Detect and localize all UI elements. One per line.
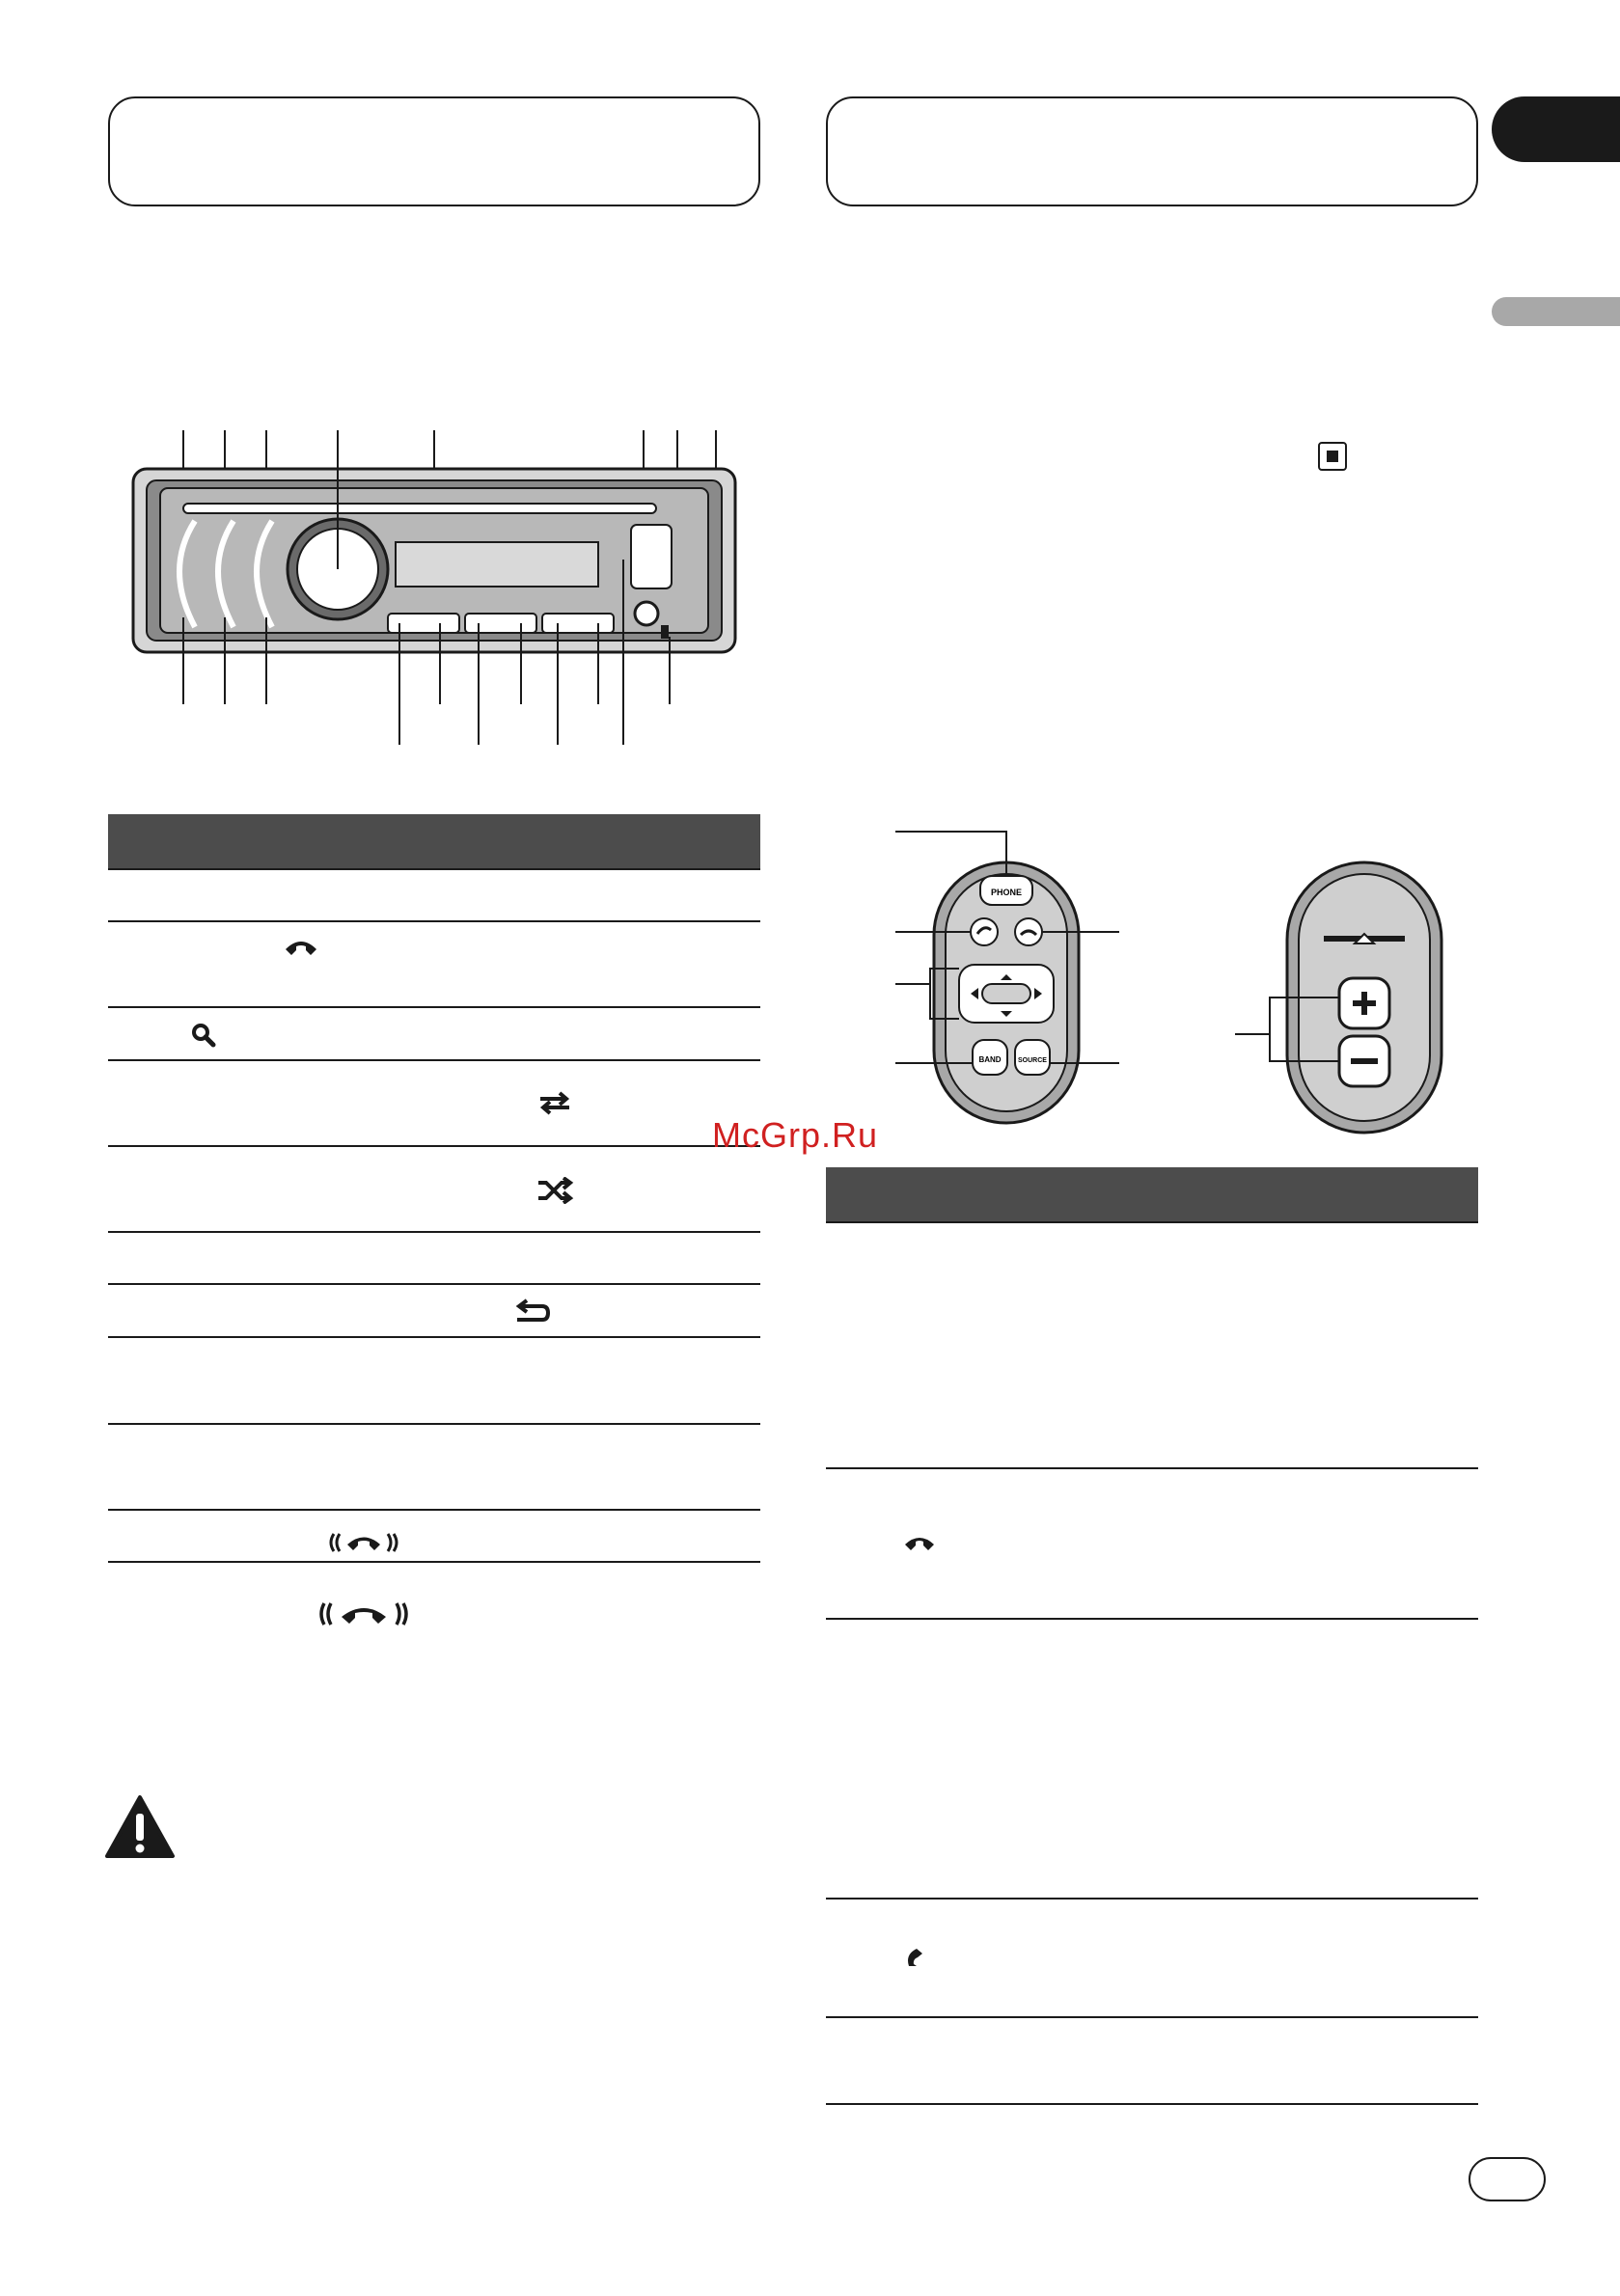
phone-ring-icon: [328, 1530, 399, 1560]
warning-triangle-icon: [104, 1794, 176, 1865]
right-table-rule: [826, 1467, 1478, 1469]
source-label: SOURCE: [1018, 1057, 1047, 1064]
left-table-rule: [108, 1423, 760, 1425]
left-header-box: [108, 96, 760, 206]
stop-icon: [1318, 442, 1347, 471]
return-arrow-icon: [513, 1298, 550, 1330]
right-table-header: [826, 1167, 1478, 1221]
chapter-tab: [1492, 96, 1620, 162]
phone-handset-icon: [903, 1532, 936, 1560]
left-table-rule: [108, 920, 760, 922]
phone-handset-icon: [284, 936, 318, 966]
phone-label: PHONE: [990, 888, 1023, 897]
phone-ring-icon: [318, 1599, 409, 1633]
phone-pickup-icon: [903, 1945, 928, 1977]
remote-control-diagram: [888, 820, 1129, 1138]
left-table-rule: [108, 1509, 760, 1511]
left-table-rule: [108, 868, 760, 870]
right-header-box: [826, 96, 1478, 206]
repeat-icon: [536, 1090, 573, 1120]
magnifier-icon: [191, 1023, 216, 1052]
band-label: BAND: [978, 1055, 1002, 1064]
left-table-rule: [108, 1059, 760, 1061]
volume-control-diagram: [1231, 853, 1463, 1142]
right-table-rule: [826, 2016, 1478, 2018]
right-table-rule: [826, 1221, 1478, 1223]
left-table-rule: [108, 1561, 760, 1563]
page-number-badge: [1469, 2157, 1546, 2201]
watermark: McGrp.Ru: [712, 1115, 879, 1155]
left-table-rule: [108, 1283, 760, 1285]
right-table-rule: [826, 1898, 1478, 1900]
right-table-rule: [826, 1618, 1478, 1620]
left-table-rule: [108, 1231, 760, 1233]
left-table-rule: [108, 1006, 760, 1008]
head-unit-diagram: [125, 424, 743, 752]
right-table-rule: [826, 2103, 1478, 2105]
shuffle-icon: [536, 1177, 575, 1209]
left-table-rule: [108, 1145, 760, 1147]
left-table-header: [108, 814, 760, 868]
left-table-rule: [108, 1336, 760, 1338]
language-tab: [1492, 297, 1620, 326]
